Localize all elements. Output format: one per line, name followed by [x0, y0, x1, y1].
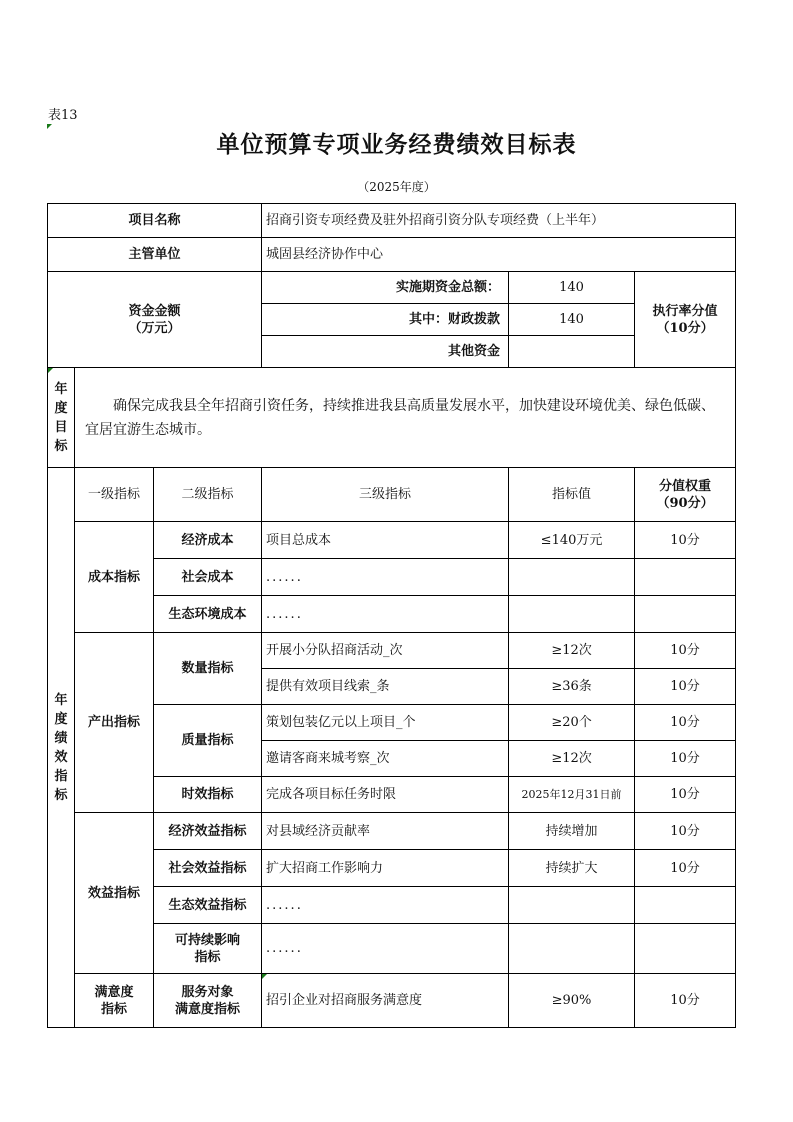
level2-cell: 生态环境成本: [154, 596, 262, 633]
annual-goal-label: 年 度 目 标: [48, 368, 75, 468]
level3-cell: 邀请客商来城考察_次: [262, 741, 509, 777]
level3-cell: ......: [262, 887, 509, 924]
value-cell: ≤140万元: [509, 522, 635, 559]
level3-cell: 招引企业对招商服务满意度: [262, 974, 509, 1028]
department-label: 主管单位: [48, 238, 262, 272]
fiscal-year: （2025年度）: [357, 180, 436, 194]
funds-fiscal-value: 140: [509, 304, 635, 336]
output-indicator-label: 产出指标: [75, 633, 154, 813]
performance-target-table: [47, 203, 736, 1028]
annual-goal-row: [48, 368, 736, 468]
quality-indicator-label: 质量指标: [154, 705, 262, 777]
annual-goal-text: 确保完成我县全年招商引资任务，持续推进我县高质量发展水平，加快建设环境优美、绿色低碳、宜居宜游生态城市。: [75, 368, 736, 468]
value-cell: 2025年12月31日前: [509, 777, 635, 813]
score-cell: [635, 596, 736, 633]
value-cell: ≥36条: [509, 669, 635, 705]
funds-label-line2: （万元）: [128, 320, 181, 336]
funds-other-value: [509, 336, 635, 368]
level3-cell: 开展小分队招商活动_次: [262, 633, 509, 669]
header-level3: 三级指标: [262, 468, 509, 522]
level3-cell: 项目总成本: [262, 522, 509, 559]
execution-rate-line2: （10分）: [656, 320, 714, 336]
level3-cell: ......: [262, 924, 509, 974]
value-cell: [509, 887, 635, 924]
quantity-indicator-label: 数量指标: [154, 633, 262, 705]
header-value: 指标值: [509, 468, 635, 522]
project-name-label: 项目名称: [48, 204, 262, 238]
value-cell: [509, 596, 635, 633]
level3-cell: 完成各项目标任务时限: [262, 777, 509, 813]
level2-cell: 生态效益指标: [154, 887, 262, 924]
value-cell: 持续增加: [509, 813, 635, 850]
score-cell: 10分: [635, 522, 736, 559]
execution-rate-line1: 执行率分值: [652, 303, 718, 319]
score-cell: 10分: [635, 850, 736, 887]
value-cell: ≥12次: [509, 633, 635, 669]
level3-cell: 扩大招商工作影响力: [262, 850, 509, 887]
table-row: [48, 522, 736, 559]
level2-cell: 可持续影响 指标: [154, 924, 262, 974]
funds-total-row: [48, 272, 736, 304]
indicator-header-row: [48, 468, 736, 522]
level2-cell: 社会成本: [154, 559, 262, 596]
score-cell: 10分: [635, 669, 736, 705]
score-cell: 10分: [635, 633, 736, 669]
table-row: [48, 633, 736, 669]
project-name-row: [48, 204, 736, 238]
performance-indicator-section-label: 年 度 绩 效 指 标: [48, 468, 75, 1028]
department-row: [48, 238, 736, 272]
score-cell: 10分: [635, 813, 736, 850]
funds-total-label: 实施期资金总额：: [262, 272, 509, 304]
department-value: 城固县经济协作中心: [262, 238, 736, 272]
funds-other-label: 其他资金: [262, 336, 509, 368]
page-title: 单位预算专项业务经费绩效目标表: [216, 132, 577, 158]
table-row: [48, 813, 736, 850]
value-cell: [509, 559, 635, 596]
funds-label-line1: 资金金额: [128, 303, 181, 319]
value-cell: [509, 924, 635, 974]
header-level1: 一级指标: [75, 468, 154, 522]
table-number: 表13: [48, 108, 78, 123]
score-cell: 10分: [635, 741, 736, 777]
value-cell: ≥12次: [509, 741, 635, 777]
level2-cell: 社会效益指标: [154, 850, 262, 887]
level3-cell: 提供有效项目线索_条: [262, 669, 509, 705]
level2-cell: 经济成本: [154, 522, 262, 559]
value-cell: ≥90%: [509, 974, 635, 1028]
header-weight: 分值权重 （90分）: [635, 468, 736, 522]
cost-indicator-label: 成本指标: [75, 522, 154, 633]
value-cell: ≥20个: [509, 705, 635, 741]
level3-cell: 策划包装亿元以上项目_个: [262, 705, 509, 741]
funds-fiscal-label: 其中：财政拨款: [262, 304, 509, 336]
level2-cell: 服务对象 满意度指标: [154, 974, 262, 1028]
level3-cell: ......: [262, 559, 509, 596]
level3-cell: 对县域经济贡献率: [262, 813, 509, 850]
score-cell: [635, 924, 736, 974]
funds-total-value: 140: [509, 272, 635, 304]
value-cell: 持续扩大: [509, 850, 635, 887]
execution-rate-score: [635, 272, 736, 368]
table-row: [48, 974, 736, 1028]
level3-cell: ......: [262, 596, 509, 633]
score-cell: 10分: [635, 705, 736, 741]
benefit-indicator-label: 效益指标: [75, 813, 154, 974]
project-name-value: 招商引资专项经费及驻外招商引资分队专项经费（上半年）: [262, 204, 736, 238]
score-cell: 10分: [635, 777, 736, 813]
score-cell: 10分: [635, 974, 736, 1028]
score-cell: [635, 887, 736, 924]
header-level2: 二级指标: [154, 468, 262, 522]
satisfaction-indicator-label: 满意度 指标: [75, 974, 154, 1028]
funds-label: [48, 272, 262, 368]
timeliness-indicator-label: 时效指标: [154, 777, 262, 813]
score-cell: [635, 559, 736, 596]
level2-cell: 经济效益指标: [154, 813, 262, 850]
